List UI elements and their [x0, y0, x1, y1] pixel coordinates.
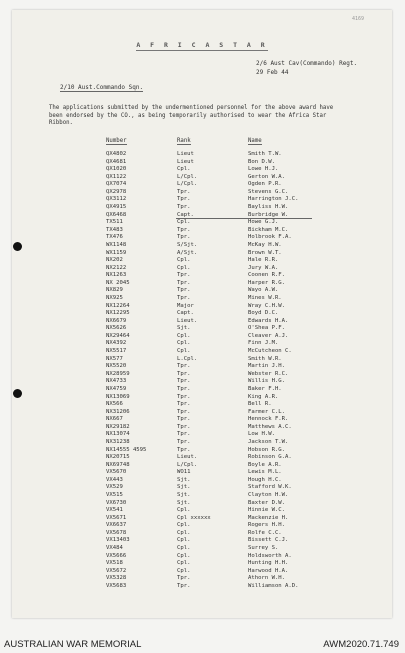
- table-row: [12, 545, 392, 553]
- row-number: NX1263: [106, 272, 127, 279]
- table-row: [12, 447, 392, 455]
- row-rank: Tpr.: [177, 287, 191, 294]
- table-row: [12, 522, 392, 530]
- row-number: NX4759: [106, 385, 127, 392]
- row-number: QX1020: [106, 166, 127, 173]
- row-rank: Tpr.: [177, 272, 191, 279]
- row-rank: Tpr.: [177, 401, 191, 408]
- row-number: NX31238: [106, 438, 130, 445]
- row-name: Hinnie W.C.: [248, 507, 286, 514]
- table-row: [12, 287, 392, 295]
- row-rank: Lieut: [177, 151, 194, 157]
- row-name: Clayton H.W.: [248, 492, 289, 499]
- table-row: [12, 371, 392, 379]
- row-number: QX4681: [106, 158, 127, 165]
- table-row: [12, 500, 392, 508]
- row-name: Martin J.H.: [248, 363, 286, 370]
- row-number: NX12264: [106, 302, 130, 309]
- row-name: Baker F.H.: [248, 385, 282, 392]
- row-number: NX29182: [106, 423, 130, 430]
- table-row: [12, 189, 392, 197]
- table-row: [12, 469, 392, 477]
- column-header-name: Name: [248, 138, 262, 144]
- row-number: QX2978: [106, 188, 127, 195]
- row-name: Willis H.G.: [248, 378, 286, 385]
- row-rank: Cpl.: [177, 340, 191, 347]
- row-number: QX1122: [106, 173, 127, 180]
- row-name: Webster R.C.: [248, 370, 289, 377]
- row-number: NX14555 4595: [106, 446, 147, 453]
- table-row: [12, 159, 392, 167]
- row-name: Harwood H.A.: [248, 567, 289, 574]
- row-number: NX4392: [106, 340, 127, 347]
- row-rank: Cpl.: [177, 529, 191, 536]
- regiment-header: 2/6 Aust Cav(Commando) Regt.: [256, 60, 358, 67]
- row-number: TX511: [106, 219, 123, 226]
- table-row: [12, 181, 392, 189]
- row-number: NX13074: [106, 431, 130, 438]
- row-name: Edwards H.A.: [248, 317, 289, 324]
- row-name: Hale R.R.: [248, 257, 279, 264]
- row-rank: Capt.: [177, 211, 194, 218]
- table-row: [12, 401, 392, 409]
- table-row: [12, 484, 392, 492]
- row-name: King A.R.: [248, 393, 279, 400]
- row-name: Baxter D.W.: [248, 499, 286, 506]
- row-number: NX202: [106, 257, 123, 264]
- intro-paragraph: The applications submitted by the undermentioned personnel for the above award have been endorsed by the CO., as being temporarily authorised to wear the Africa Star Ribbon.: [49, 105, 334, 127]
- table-row: [12, 537, 392, 545]
- row-name: Farmer C.L.: [248, 408, 286, 415]
- row-name: Bissett C.J.: [248, 537, 289, 544]
- row-number: NX 2045: [106, 279, 130, 286]
- row-rank: Tpr.: [177, 575, 191, 582]
- row-rank: Tpr.: [177, 446, 191, 453]
- row-number: NX5517: [106, 348, 127, 355]
- table-row: [12, 272, 392, 280]
- column-header-number: Number: [106, 138, 127, 144]
- row-rank: WO11: [177, 469, 191, 476]
- row-name: Bayliss H.W.: [248, 204, 289, 211]
- table-row: [12, 204, 392, 212]
- table-row: [12, 242, 392, 250]
- row-number: VX5671: [106, 514, 127, 521]
- table-row: [12, 454, 392, 462]
- table-row: [12, 439, 392, 447]
- table-row: [12, 257, 392, 265]
- document-title: [12, 41, 392, 49]
- row-number: WX1159: [106, 249, 127, 256]
- row-rank: L.Cpl.: [177, 355, 198, 362]
- row-rank: Tpr.: [177, 416, 191, 423]
- row-name: Holdsworth A.: [248, 552, 292, 559]
- title-text: A F R I C A S T A R: [136, 41, 268, 49]
- row-number: NX2122: [106, 264, 127, 271]
- row-number: VX5670: [106, 469, 127, 476]
- row-name: Boyd D.C.: [248, 310, 279, 317]
- row-number: NX925: [106, 294, 123, 301]
- table-row: [12, 250, 392, 258]
- row-name: Wray C.H.W.: [248, 302, 286, 309]
- punch-hole: [13, 242, 22, 251]
- row-rank: A/Sjt.: [177, 249, 198, 256]
- table-row: [12, 507, 392, 515]
- row-number: QX6468: [106, 211, 127, 218]
- row-name: Mackenzie H.: [248, 514, 289, 521]
- row-name: Coonen R.F.: [248, 272, 286, 279]
- row-rank: Tpr.: [177, 378, 191, 385]
- row-number: VX13403: [106, 537, 130, 544]
- row-rank: Cpl.: [177, 522, 191, 529]
- footer-bar: [0, 637, 405, 653]
- row-name: Burbridge W.: [248, 211, 289, 218]
- row-name: Rogers H.H.: [248, 522, 286, 529]
- row-rank: Tpr.: [177, 279, 191, 286]
- table-row: [12, 431, 392, 439]
- row-number: VX5328: [106, 575, 127, 582]
- table-row: [12, 553, 392, 561]
- row-number: NX4733: [106, 378, 127, 385]
- table-row: [12, 409, 392, 417]
- row-number: NX6679: [106, 317, 127, 324]
- table-row: [12, 462, 392, 470]
- row-name: Athorn W.H.: [248, 575, 286, 582]
- table-row: [12, 151, 392, 159]
- row-name: Cleaver A.J.: [248, 332, 289, 339]
- row-name: Smith W.R.: [248, 355, 282, 362]
- row-rank: Sjt.: [177, 484, 191, 491]
- personnel-list: [12, 151, 392, 591]
- row-number: NX31206: [106, 408, 130, 415]
- row-rank: Capt.: [177, 310, 194, 317]
- row-rank: Cpl.: [177, 219, 191, 226]
- row-number: TX483: [106, 226, 123, 233]
- row-rank: Tpr.: [177, 226, 191, 233]
- row-number: QX4915: [106, 204, 127, 211]
- row-name: Hunting H.H.: [248, 560, 289, 567]
- row-name: Howe G.J.: [248, 219, 279, 226]
- row-rank: Tpr.: [177, 408, 191, 415]
- row-name: Boyle A.R.: [248, 461, 282, 468]
- row-rank: Sjt.: [177, 492, 191, 499]
- row-name: O'Shea P.F.: [248, 325, 286, 332]
- row-name: Lewis M.L.: [248, 469, 282, 476]
- row-name: Holbrook F.A.: [248, 234, 292, 241]
- row-rank: Tpr.: [177, 363, 191, 370]
- row-rank: L/Cpl.: [177, 461, 198, 468]
- row-name: Williamson A.D.: [248, 582, 299, 589]
- document-page: [12, 10, 392, 618]
- row-rank: Sjt.: [177, 325, 191, 332]
- row-name: Smith T.W.: [248, 151, 282, 157]
- row-rank: Tpr.: [177, 438, 191, 445]
- row-rank: Tpr.: [177, 582, 191, 589]
- row-rank: Cpl.: [177, 507, 191, 514]
- row-rank: Cpl.: [177, 552, 191, 559]
- row-name: Hough H.C.: [248, 476, 282, 483]
- row-name: Surrey S.: [248, 545, 279, 552]
- row-name: Hobson R.G.: [248, 446, 286, 453]
- row-number: VX6730: [106, 499, 127, 506]
- row-rank: Tpr.: [177, 188, 191, 195]
- row-number: NX577: [106, 355, 123, 362]
- row-name: Brown W.T.: [248, 249, 282, 256]
- row-number: VX5683: [106, 582, 127, 589]
- row-number: VX5672: [106, 567, 127, 574]
- row-name: Bickham M.C.: [248, 226, 289, 233]
- table-row: [12, 219, 392, 227]
- row-rank: Tpr.: [177, 393, 191, 400]
- row-number: VX443: [106, 476, 123, 483]
- row-number: NX13069: [106, 393, 130, 400]
- row-number: NX5626: [106, 325, 127, 332]
- table-row: [12, 325, 392, 333]
- row-name: Harrington J.C.: [248, 196, 299, 203]
- row-rank: Cpl.: [177, 264, 191, 271]
- row-number: VX515: [106, 492, 123, 499]
- page-number: 4169: [351, 16, 364, 22]
- table-row: [12, 166, 392, 174]
- row-rank: Tpr.: [177, 431, 191, 438]
- row-rank: Cpl.: [177, 332, 191, 339]
- row-rank: Tpr.: [177, 234, 191, 241]
- row-number: QX4802: [106, 151, 127, 157]
- table-row: [12, 318, 392, 326]
- row-number: VX484: [106, 545, 123, 552]
- row-rank: Cpl.: [177, 560, 191, 567]
- row-number: NX12295: [106, 310, 130, 317]
- row-number: VX541: [106, 507, 123, 514]
- row-number: NX667: [106, 416, 123, 423]
- row-rank: L/Cpl.: [177, 173, 198, 180]
- unit-heading: 2/10 Aust.Commando Sqn.: [60, 84, 144, 91]
- row-number: NX829: [106, 287, 123, 294]
- table-row: [12, 560, 392, 568]
- row-number: NX28959: [106, 370, 130, 377]
- row-name: Stafford W.K.: [248, 484, 292, 491]
- table-row: [12, 348, 392, 356]
- row-name: Ogden P.R.: [248, 181, 282, 188]
- row-rank: Cpl.: [177, 348, 191, 355]
- row-number: VX6637: [106, 522, 127, 529]
- row-name: Rolfe C.C.: [248, 529, 282, 536]
- row-number: NX20715: [106, 454, 130, 461]
- row-name: Robinson G.A.: [248, 454, 292, 461]
- row-number: VX5666: [106, 552, 127, 559]
- table-row: [12, 310, 392, 318]
- row-name: Matthews A.C.: [248, 423, 292, 430]
- row-rank: Tpr.: [177, 196, 191, 203]
- table-row: [12, 280, 392, 288]
- row-rank: Cpl.: [177, 257, 191, 264]
- row-name: Mines W.R.: [248, 294, 282, 301]
- table-row: [12, 394, 392, 402]
- row-number: VX5678: [106, 529, 127, 536]
- row-name: Gerton W.A.: [248, 173, 286, 180]
- row-name: Bon D.W.: [248, 158, 275, 165]
- row-name: Bell R.: [248, 401, 272, 408]
- table-row: [12, 295, 392, 303]
- punch-hole: [13, 389, 22, 398]
- table-row: [12, 234, 392, 242]
- row-name: Jury W.A.: [248, 264, 279, 271]
- row-rank: Cpl.: [177, 567, 191, 574]
- row-name: Finn J.M.: [248, 340, 279, 347]
- row-rank: Cpl xxxxxx: [177, 514, 211, 521]
- row-number: NX566: [106, 401, 123, 408]
- table-row: [12, 378, 392, 386]
- row-rank: Lieut.: [177, 454, 198, 461]
- row-name: Hennock F.R.: [248, 416, 289, 423]
- table-row: [12, 303, 392, 311]
- table-row: [12, 568, 392, 576]
- row-name: McKay H.W.: [248, 241, 282, 248]
- row-rank: Cpl.: [177, 537, 191, 544]
- row-number: NX69748: [106, 461, 130, 468]
- row-rank: Tpr.: [177, 385, 191, 392]
- table-row: [12, 477, 392, 485]
- row-rank: Cpl.: [177, 545, 191, 552]
- table-row: [12, 575, 392, 583]
- date-header: 29 Feb 44: [256, 69, 289, 76]
- row-rank: Major: [177, 302, 194, 309]
- footer-source: AUSTRALIAN WAR MEMORIAL: [4, 639, 142, 650]
- row-name: Harper R.G.: [248, 279, 286, 286]
- table-row: [12, 227, 392, 235]
- row-number: NX5520: [106, 363, 127, 370]
- row-rank: Tpr.: [177, 370, 191, 377]
- column-header-rank: Rank: [177, 138, 191, 144]
- row-name: Jackson T.W.: [248, 438, 289, 445]
- row-name: Stevens G.C.: [248, 188, 289, 195]
- row-rank: Cpl.: [177, 166, 191, 173]
- row-rank: Tpr.: [177, 294, 191, 301]
- row-number: WX1148: [106, 241, 127, 248]
- table-row: [12, 492, 392, 500]
- footer-reference: AWM2020.71.749: [323, 639, 399, 650]
- table-row: [12, 515, 392, 523]
- row-name: Wayo A.W.: [248, 287, 279, 294]
- table-row: [12, 340, 392, 348]
- table-row: [12, 174, 392, 182]
- row-number: VX529: [106, 484, 123, 491]
- row-number: VX518: [106, 560, 123, 567]
- row-number: QX3112: [106, 196, 127, 203]
- table-row: [12, 363, 392, 371]
- row-rank: Tpr.: [177, 423, 191, 430]
- table-row: [12, 416, 392, 424]
- row-rank: S/Sjt.: [177, 241, 198, 248]
- strikethrough-line: [176, 218, 312, 219]
- table-row: [12, 386, 392, 394]
- row-number: TX476: [106, 234, 123, 241]
- row-rank: Sjt.: [177, 499, 191, 506]
- row-name: Lowe H.J.: [248, 166, 279, 173]
- table-row: [12, 333, 392, 341]
- table-row: [12, 530, 392, 538]
- table-row: [12, 424, 392, 432]
- row-rank: Tpr.: [177, 204, 191, 211]
- row-rank: Lieut.: [177, 317, 198, 324]
- table-row: [12, 356, 392, 364]
- row-rank: Sjt.: [177, 476, 191, 483]
- table-row: [12, 583, 392, 591]
- row-number: NX29464: [106, 332, 130, 339]
- table-row: [12, 196, 392, 204]
- row-name: McCutcheon C.: [248, 348, 292, 355]
- row-name: Low H.W.: [248, 431, 275, 438]
- row-rank: L/Cpl.: [177, 181, 198, 188]
- row-rank: Lieut: [177, 158, 194, 165]
- table-row: [12, 265, 392, 273]
- row-number: QX7074: [106, 181, 127, 188]
